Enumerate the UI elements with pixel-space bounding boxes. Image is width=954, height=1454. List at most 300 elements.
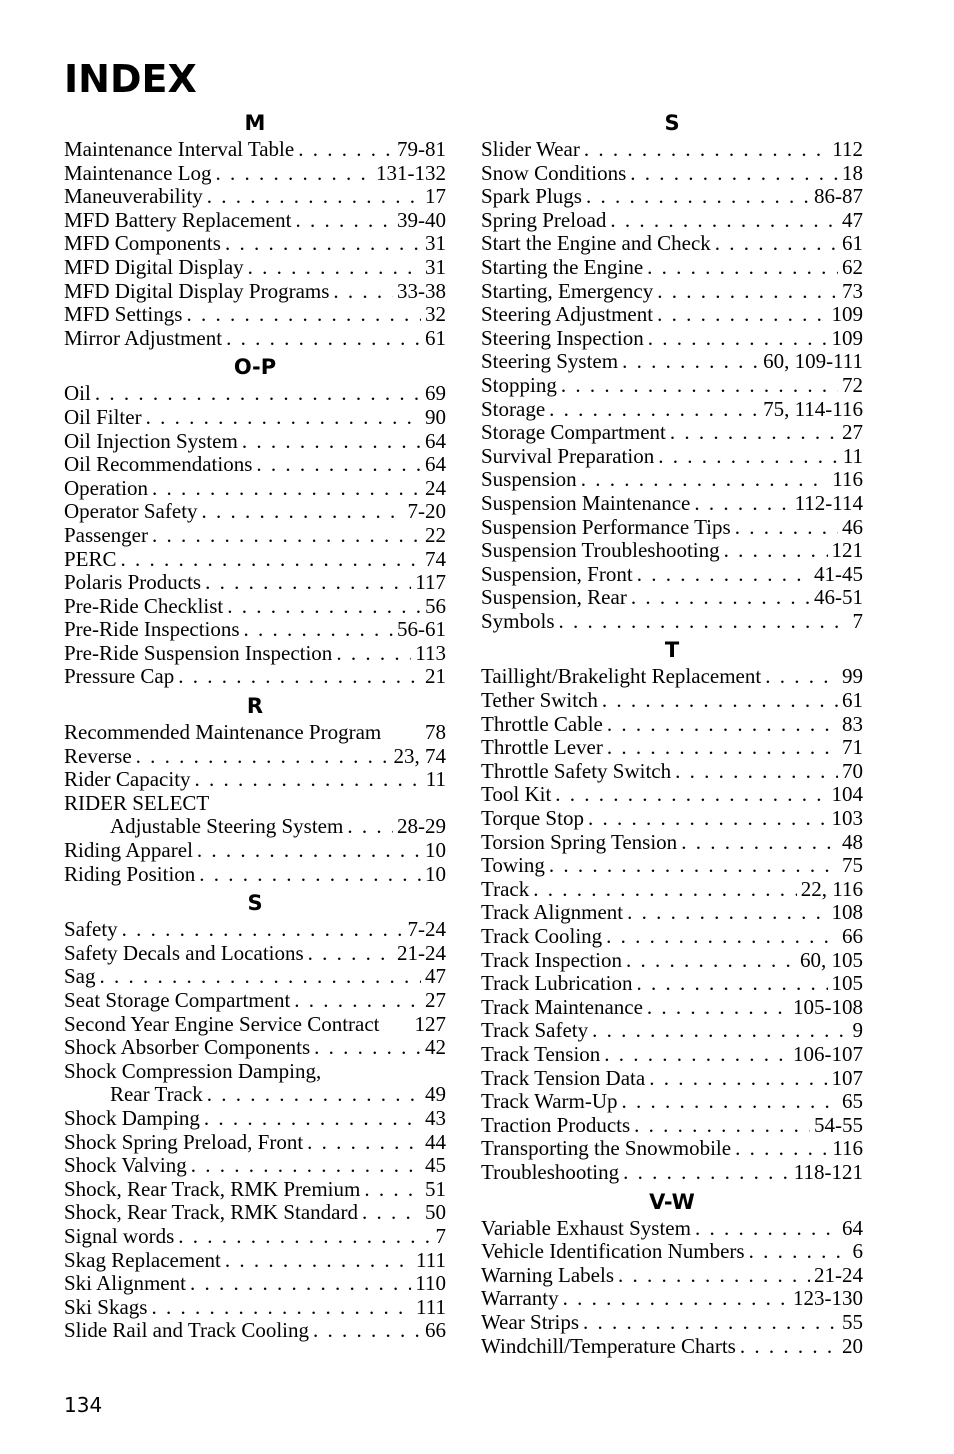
entry-term: Starting the Engine	[481, 254, 644, 279]
entry-term: Slider Wear	[481, 137, 580, 161]
entry-term: Steering Adjustment	[481, 302, 654, 327]
index-entry	[481, 1137, 863, 1161]
entry-term: Passenger	[64, 522, 148, 547]
dot-leader	[715, 232, 838, 256]
dot-leader	[227, 595, 421, 619]
entry-pages: 43	[425, 1105, 446, 1130]
index-entry	[481, 1043, 863, 1067]
entry-pages: 109	[831, 302, 863, 327]
dot-leader	[724, 539, 828, 563]
entry-pages: 65	[842, 1089, 863, 1114]
entry-term: Tool Kit	[481, 782, 552, 807]
dot-leader	[604, 1043, 789, 1067]
entry-term: Signal words	[64, 1223, 175, 1248]
entry-pages: 11	[842, 443, 863, 468]
page-title: INDEX	[64, 57, 197, 101]
index-entry	[481, 1114, 863, 1138]
entry-pages: 111	[416, 1247, 446, 1272]
dot-leader	[626, 949, 796, 973]
dot-leader	[307, 1131, 421, 1155]
index-entry	[64, 232, 446, 256]
index-entry	[481, 1019, 863, 1043]
dot-leader	[364, 1178, 421, 1202]
entry-pages: 116	[832, 467, 863, 492]
dot-leader	[242, 430, 421, 454]
entry-term: Track	[481, 876, 530, 901]
entry-pages: 24	[425, 475, 446, 500]
entry-pages: 11	[425, 767, 446, 792]
entry-pages: 7	[435, 1223, 446, 1248]
entry-term: Maintenance Interval Table	[64, 137, 295, 161]
index-entry	[481, 586, 863, 610]
index-entry	[481, 925, 863, 949]
dot-leader	[647, 996, 789, 1020]
entry-pages: 74	[425, 546, 446, 571]
index-entry	[64, 1154, 446, 1178]
index-entry	[481, 492, 863, 516]
index-entry	[481, 1161, 863, 1185]
entry-term: RIDER SELECT	[64, 790, 210, 815]
entry-pages: 111	[416, 1294, 446, 1319]
entry-term: Traction Products	[481, 1112, 631, 1137]
dot-leader	[294, 989, 421, 1013]
entry-pages: 10	[425, 838, 446, 863]
dot-leader	[695, 1217, 838, 1241]
index-entry	[64, 815, 446, 839]
entry-pages: 61	[425, 325, 446, 350]
entry-pages: 17	[425, 184, 446, 209]
entry-pages: 44	[425, 1129, 446, 1154]
dot-leader	[197, 839, 421, 863]
entry-pages: 39-40	[397, 207, 446, 232]
dot-leader	[607, 713, 838, 737]
entry-term: Suspension	[481, 467, 577, 492]
dot-leader	[202, 500, 404, 524]
dot-leader	[549, 854, 838, 878]
index-entry	[64, 477, 446, 501]
index-entry	[64, 1225, 446, 1249]
dot-leader	[186, 303, 421, 327]
index-entry	[481, 398, 863, 422]
entry-pages: 90	[425, 404, 446, 429]
dot-leader	[627, 901, 827, 925]
index-entry	[64, 942, 446, 966]
index-entry	[64, 768, 446, 792]
entry-pages: 22	[425, 522, 446, 547]
entry-term: Steering Inspection	[481, 325, 644, 350]
entry-term: Suspension Performance Tips	[481, 514, 731, 539]
index-entry	[64, 792, 446, 816]
index-entry	[481, 138, 863, 162]
entry-pages: 127	[414, 1011, 446, 1036]
entry-pages: 56-61	[397, 617, 446, 642]
entry-pages: 109	[831, 325, 863, 350]
index-entry	[64, 1036, 446, 1060]
entry-pages: 31	[425, 254, 446, 279]
entry-pages: 33-38	[397, 278, 446, 303]
index-entry	[481, 996, 863, 1020]
entry-pages: 108	[831, 900, 863, 925]
index-entry	[481, 563, 863, 587]
entry-term: Troubleshooting	[481, 1159, 620, 1184]
entry-term: Track Tension	[481, 1041, 601, 1066]
entry-term: Torsion Spring Tension	[481, 829, 678, 854]
entry-pages: 83	[842, 711, 863, 736]
index-entry	[481, 665, 863, 689]
entry-term: Track Maintenance	[481, 994, 643, 1019]
entry-pages: 21-24	[397, 940, 446, 965]
entry-term: MFD Battery Replacement	[64, 207, 292, 232]
index-entry	[481, 878, 863, 902]
dot-leader	[606, 925, 838, 949]
entry-term: Transporting the Snowmobile	[481, 1136, 732, 1161]
dot-leader	[584, 138, 828, 162]
dot-leader	[657, 280, 838, 304]
index-entry	[64, 209, 446, 233]
dot-leader	[152, 524, 421, 548]
section-heading: O-P	[233, 355, 277, 380]
index-entry	[481, 350, 863, 374]
entry-term: MFD Settings	[64, 302, 183, 327]
entry-pages: 75	[842, 853, 863, 878]
entry-term: Rear Track	[110, 1082, 203, 1107]
entry-term: Operator Safety	[64, 499, 198, 524]
entry-term: Rider Capacity	[64, 767, 191, 792]
dot-leader	[658, 445, 839, 469]
index-entry	[481, 854, 863, 878]
index-entry	[481, 901, 863, 925]
entry-pages: 71	[842, 735, 863, 760]
dot-leader	[623, 1161, 790, 1185]
entry-pages: 46-51	[814, 585, 863, 610]
dot-leader	[765, 665, 838, 689]
entry-term: Track Alignment	[481, 900, 624, 925]
entry-pages: 113	[415, 640, 446, 665]
entry-term: Riding Apparel	[64, 838, 193, 863]
entry-term: Wear Strips	[481, 1309, 580, 1334]
dot-leader	[607, 736, 838, 760]
entry-pages: 41-45	[814, 561, 863, 586]
dot-leader	[121, 548, 421, 572]
entry-term: Shock Absorber Components	[64, 1035, 311, 1060]
entry-pages: 27	[842, 420, 863, 445]
dot-leader	[207, 1083, 421, 1107]
entry-term: Survival Preparation	[481, 443, 655, 468]
entry-pages: 60, 109-111	[763, 349, 863, 374]
dot-leader	[152, 477, 421, 501]
dot-leader	[136, 745, 390, 769]
entry-term: Shock Compression Damping,	[64, 1058, 322, 1083]
section-heading: S	[664, 111, 680, 135]
index-entry	[481, 327, 863, 351]
entry-pages: 21-24	[814, 1262, 863, 1287]
dot-leader	[586, 185, 810, 209]
entry-pages: 54-55	[814, 1112, 863, 1137]
entry-term: Throttle Cable	[481, 711, 603, 736]
dot-leader	[610, 209, 838, 233]
index-entry	[64, 500, 446, 524]
entry-term: Suspension Troubleshooting	[481, 538, 720, 563]
entry-pages: 112	[832, 137, 863, 161]
entry-term: Windchill/Temperature Charts	[481, 1333, 736, 1358]
dot-leader	[225, 1249, 412, 1273]
index-entry	[481, 256, 863, 280]
index-entry	[64, 524, 446, 548]
dot-leader	[207, 185, 421, 209]
index-entry	[481, 807, 863, 831]
entry-term: Start the Engine and Check	[481, 231, 711, 256]
entry-term: Throttle Lever	[481, 735, 603, 760]
entry-term: Operation	[64, 475, 148, 500]
entry-pages: 55	[842, 1309, 863, 1334]
entry-term: Shock Damping	[64, 1105, 200, 1130]
entry-term: Oil Injection System	[64, 428, 238, 453]
dot-leader	[649, 1067, 827, 1091]
entry-pages: 104	[831, 782, 863, 807]
index-entry	[481, 972, 863, 996]
index-entry	[481, 1240, 863, 1264]
index-entry	[481, 760, 863, 784]
entry-term: Taillight/Brakelight Replacement	[481, 664, 762, 689]
dot-leader	[670, 421, 838, 445]
dot-leader	[694, 492, 790, 516]
section-heading: T	[664, 638, 680, 663]
index-entry	[481, 280, 863, 304]
entry-term: Safety Decals and Locations	[64, 940, 304, 965]
dot-leader	[634, 1114, 810, 1138]
index-entry	[64, 1083, 446, 1107]
entry-term: Ski Alignment	[64, 1271, 186, 1296]
dot-leader	[100, 965, 422, 989]
entry-term: Recommended Maintenance Program	[64, 720, 382, 745]
entry-pages: 18	[842, 160, 863, 185]
entry-pages: 27	[425, 988, 446, 1012]
entry-term: Maneuverability	[64, 184, 203, 209]
entry-pages: 47	[425, 964, 446, 989]
index-entry	[64, 1060, 446, 1084]
entry-pages: 131-132	[376, 160, 446, 185]
entry-pages: 32	[425, 302, 446, 327]
dot-leader	[648, 327, 828, 351]
entry-pages: 21	[425, 664, 446, 689]
dot-leader	[637, 563, 810, 587]
index-entry	[64, 406, 446, 430]
index-entry	[64, 1107, 446, 1131]
index-entry	[64, 618, 446, 642]
dot-leader	[244, 618, 393, 642]
dot-leader	[190, 1272, 411, 1296]
entry-pages: 66	[842, 924, 863, 948]
entry-term: Shock, Rear Track, RMK Standard	[64, 1200, 358, 1225]
index-entry	[481, 1217, 863, 1241]
entry-pages: 9	[852, 1018, 863, 1043]
index-entry	[481, 689, 863, 713]
dot-leader	[146, 406, 421, 430]
dot-leader	[563, 1287, 789, 1311]
entry-pages: 118-121	[793, 1159, 863, 1184]
entry-term: Storage	[481, 396, 546, 421]
index-entry	[64, 839, 446, 863]
entry-term: Pressure Cap	[64, 664, 175, 689]
entry-pages: 64	[425, 452, 446, 477]
entry-term: Track Cooling	[481, 924, 603, 948]
entry-pages: 50	[425, 1200, 446, 1225]
dot-leader	[216, 162, 372, 186]
entry-pages: 73	[842, 278, 863, 303]
entry-term: MFD Components	[64, 231, 221, 256]
index-entry	[64, 1201, 446, 1225]
entry-term: Stopping	[481, 372, 557, 397]
entry-term: Reverse	[64, 743, 132, 768]
entry-pages: 7-20	[407, 499, 446, 524]
index-entry	[64, 571, 446, 595]
dot-leader	[95, 382, 421, 406]
dot-leader	[681, 831, 838, 855]
dot-leader	[295, 209, 393, 233]
entry-pages: 61	[842, 688, 863, 713]
entry-pages: 64	[425, 428, 446, 453]
entry-pages: 47	[842, 207, 863, 232]
entry-term: Sag	[64, 964, 96, 989]
index-entry	[481, 831, 863, 855]
entry-pages: 64	[842, 1215, 863, 1240]
entry-pages: 105	[831, 971, 863, 996]
index-entry	[64, 595, 446, 619]
entry-pages: 75, 114-116	[763, 396, 863, 421]
index-entry	[64, 1319, 446, 1343]
index-entry	[481, 539, 863, 563]
index-entry	[481, 516, 863, 540]
dot-leader	[178, 1225, 431, 1249]
entry-pages: 56	[425, 593, 446, 618]
entry-term: Track Lubrication	[481, 971, 633, 996]
entry-term: Oil Filter	[64, 404, 142, 429]
entry-term: Snow Conditions	[481, 160, 627, 185]
entry-pages: 48	[842, 829, 863, 854]
index-entry	[64, 453, 446, 477]
dot-leader	[226, 327, 421, 351]
dot-leader	[581, 468, 829, 492]
index-entry	[481, 783, 863, 807]
entry-term: Suspension, Rear	[481, 585, 627, 610]
entry-pages: 49	[425, 1082, 446, 1107]
entry-term: Suspension, Front	[481, 561, 633, 586]
entry-pages: 6	[852, 1239, 863, 1264]
entry-pages: 7	[852, 608, 863, 633]
index-entry	[481, 185, 863, 209]
entry-pages: 121	[831, 538, 863, 563]
dot-leader	[561, 374, 838, 398]
entry-pages: 86-87	[814, 184, 863, 209]
entry-term: Towing	[481, 853, 545, 878]
entry-term: Second Year Engine Service Contract	[64, 1011, 380, 1036]
dot-leader	[151, 1296, 412, 1320]
index-entry	[481, 713, 863, 737]
entry-pages: 62	[842, 254, 863, 279]
index-column-right	[481, 106, 863, 1358]
dot-leader	[199, 863, 421, 887]
entry-term: Torque Stop	[481, 806, 584, 831]
index-entry	[64, 382, 446, 406]
entry-term: Tether Switch	[481, 688, 598, 713]
entry-term: Spring Preload	[481, 207, 607, 232]
index-entry	[64, 280, 446, 304]
index-entry	[64, 1178, 446, 1202]
dot-leader	[191, 1154, 421, 1178]
dot-leader	[740, 1335, 838, 1359]
dot-leader	[333, 280, 393, 304]
index-entry	[481, 736, 863, 760]
index-entry	[481, 610, 863, 634]
dot-leader	[657, 303, 827, 327]
entry-term: Pre-Ride Suspension Inspection	[64, 640, 333, 665]
entry-term: Shock, Rear Track, RMK Premium	[64, 1176, 361, 1201]
entry-pages: 105-108	[793, 994, 863, 1019]
dot-leader	[336, 642, 411, 666]
dot-leader	[205, 571, 411, 595]
entry-term: Track Safety	[481, 1018, 589, 1043]
entry-pages: 60, 105	[800, 947, 863, 972]
entry-term: MFD Digital Display	[64, 254, 244, 279]
index-entry	[64, 162, 446, 186]
dot-leader	[533, 878, 797, 902]
entry-term: Polaris Products	[64, 570, 202, 595]
index-entry	[64, 863, 446, 887]
index-entry	[481, 949, 863, 973]
entry-term: Starting, Emergency	[481, 278, 654, 303]
dot-leader	[122, 918, 404, 942]
section-heading: R	[246, 694, 264, 719]
dot-leader	[256, 453, 421, 477]
entry-term: Suspension Maintenance	[481, 490, 691, 515]
dot-leader	[622, 350, 759, 374]
entry-term: Slide Rail and Track Cooling	[64, 1318, 310, 1343]
entry-pages: 42	[425, 1035, 446, 1060]
entry-term: Oil	[64, 381, 91, 406]
entry-pages: 51	[425, 1176, 446, 1201]
entry-pages: 107	[831, 1065, 863, 1090]
index-entry	[64, 327, 446, 351]
index-entry	[64, 138, 446, 162]
index-entry	[64, 721, 446, 745]
entry-pages: 28-29	[397, 814, 446, 839]
entry-term: Track Tension Data	[481, 1065, 646, 1090]
entry-pages: 79-81	[397, 137, 446, 161]
entry-term: Pre-Ride Inspections	[64, 617, 240, 642]
section-heading: V-W	[649, 1189, 695, 1214]
dot-leader	[195, 768, 422, 792]
entry-pages: 66	[425, 1318, 446, 1343]
entry-pages: 110	[415, 1271, 446, 1296]
entry-pages: 117	[415, 570, 446, 595]
dot-leader	[618, 1264, 810, 1288]
index-entry	[64, 1249, 446, 1273]
index-column-left	[64, 106, 446, 1343]
dot-leader	[178, 665, 421, 689]
entry-term: Skag Replacement	[64, 1247, 221, 1272]
index-entry	[481, 232, 863, 256]
index-entry	[481, 1090, 863, 1114]
index-entry	[64, 665, 446, 689]
index-entry	[64, 1013, 446, 1037]
entry-term: Maintenance Log	[64, 160, 212, 185]
index-entry	[481, 209, 863, 233]
index-entry	[64, 642, 446, 666]
entry-term: Spark Plugs	[481, 184, 582, 209]
section-heading: M	[244, 111, 266, 135]
dot-leader	[362, 1201, 421, 1225]
entry-pages: 69	[425, 381, 446, 406]
